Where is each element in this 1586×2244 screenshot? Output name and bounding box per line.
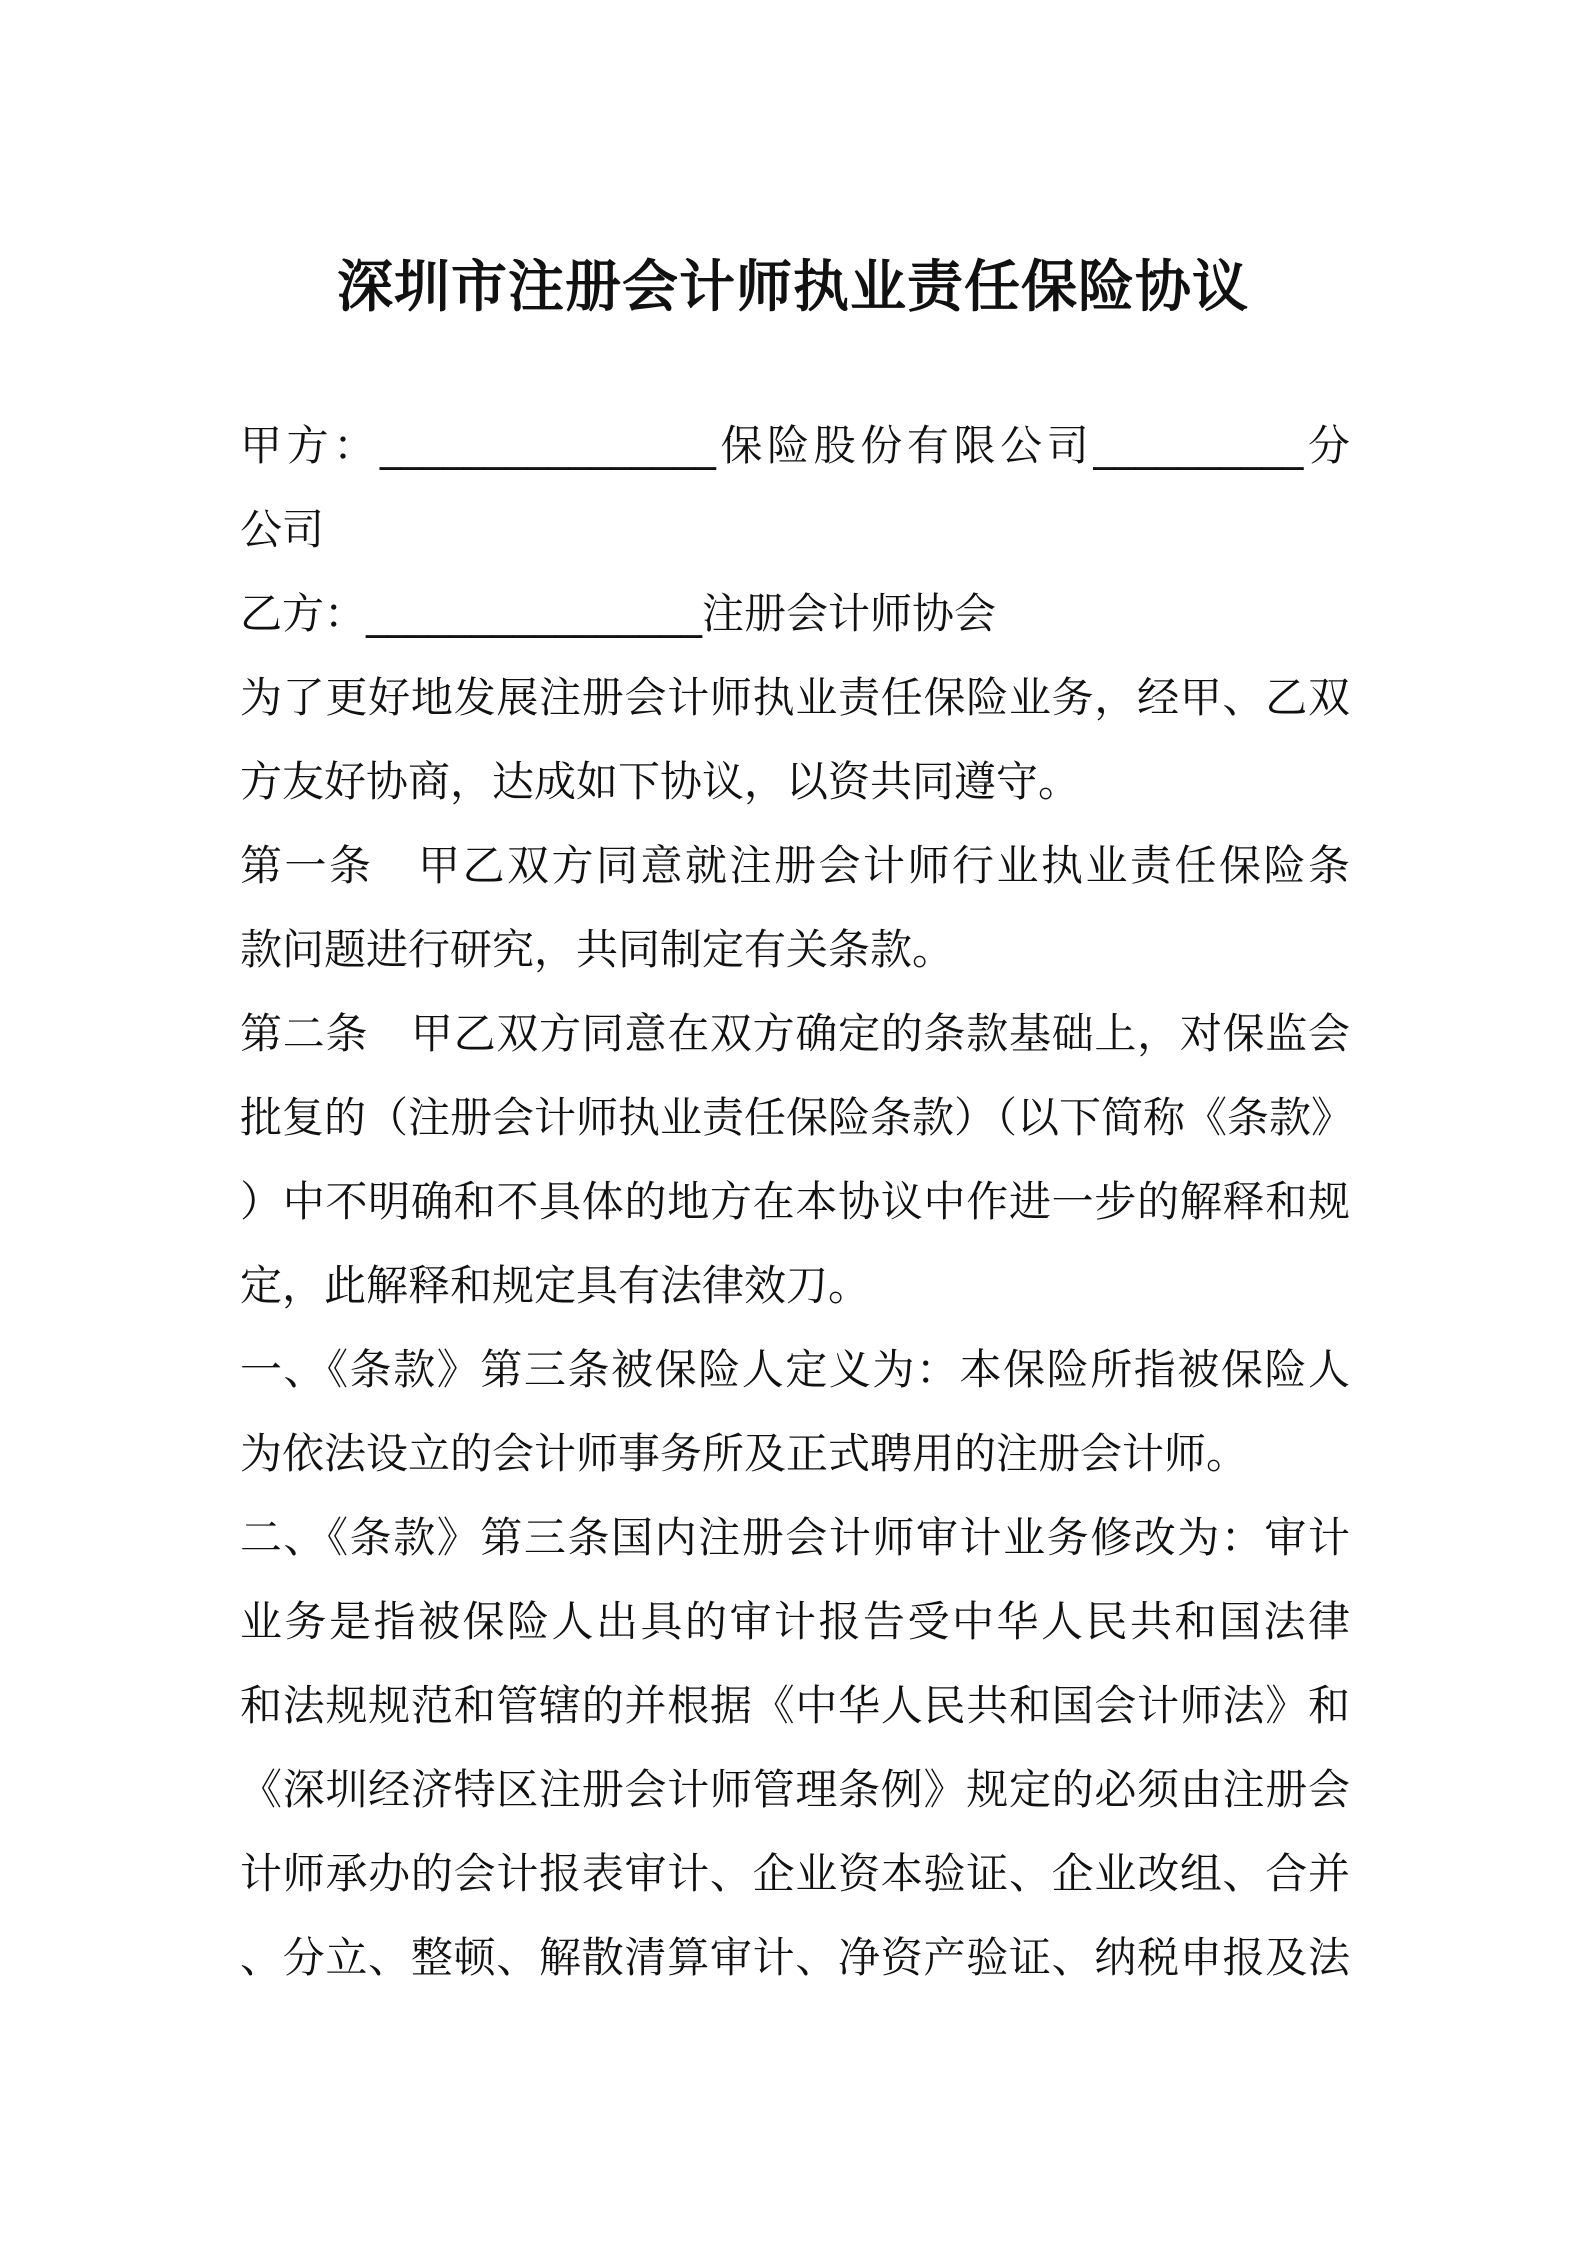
article-two-line: 第二条 甲乙双方同意在双方确定的条款基础上，对保监会	[240, 1009, 1350, 1058]
article-two-line: ）中不明确和不具体的地方在本协议中作进一步的解释和规	[240, 1177, 1350, 1226]
clause-two-line: 《深圳经济特区注册会计师管理条例》规定的必须由注册会	[240, 1765, 1350, 1814]
party-a-line-continued: 公司	[240, 505, 325, 554]
article-one-line: 第一条 甲乙双方同意就注册会计师行业执业责任保险条	[240, 841, 1350, 890]
clause-two-line: 、分立、整顿、解散清算审计、净资产验证、纳税申报及法	[240, 1933, 1350, 1982]
preamble-line: 为了更好地发展注册会计师执业责任保险业务，经甲、乙双	[240, 673, 1350, 722]
preamble-line: 方友好协商，达成如下协议，以资共同遵守。	[240, 757, 1081, 806]
article-one-line: 款问题进行研究，共同制定有关条款。	[240, 925, 955, 974]
clause-two-line: 业务是指被保险人出具的审计报告受中华人民共和国法律	[240, 1597, 1350, 1646]
party-a-line: 甲方：________________保险股份有限公司__________分	[240, 421, 1350, 470]
clause-two-line: 和法规规范和管辖的并根据《中华人民共和国会计师法》和	[240, 1681, 1350, 1730]
party-b-line: 乙方：________________注册会计师协会	[240, 589, 997, 638]
document-body	[240, 404, 1354, 2000]
clause-one-line: 为依法设立的会计师事务所及正式聘用的注册会计师。	[240, 1429, 1249, 1478]
article-two-line: 定，此解释和规定具有法律效刀。	[240, 1261, 871, 1310]
clause-two-line: 计师承办的会计报表审计、企业资本验证、企业改组、合并	[240, 1849, 1350, 1898]
document-title: 深圳市注册会计师执业责任保险协议	[337, 255, 1249, 320]
clause-two-line: 二、《条款》第三条国内注册会计师审计业务修改为：审计	[240, 1513, 1350, 1562]
clause-one-line: 一、《条款》第三条被保险人定义为：本保险所指被保险人	[240, 1345, 1350, 1394]
article-two-line: 批复的（注册会计师执业责任保险条款）（以下简称《条款》	[240, 1093, 1354, 1142]
